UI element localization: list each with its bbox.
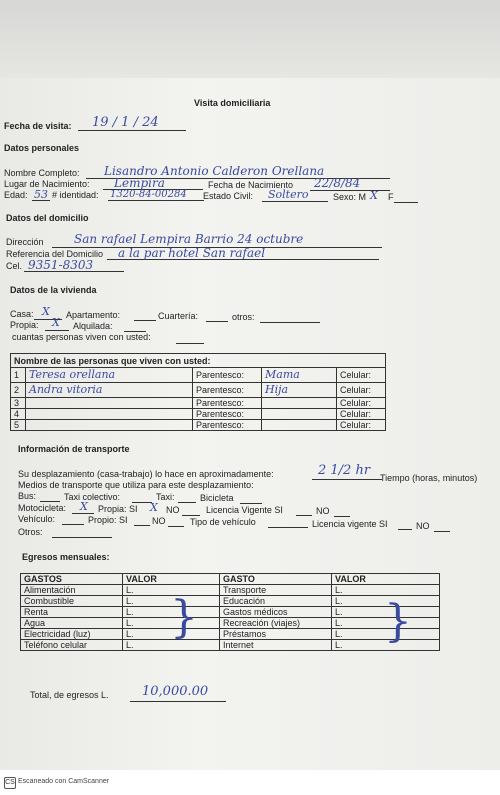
otros-line	[260, 322, 320, 323]
table-row	[21, 618, 440, 629]
document-title: Visita domiciliaria	[194, 98, 271, 108]
resident-name-value: Andra vitoria	[29, 383, 103, 396]
table-row	[21, 585, 440, 596]
phone-value: 9351-8303	[28, 258, 94, 272]
bus-line	[40, 501, 60, 502]
resident-relation	[262, 398, 337, 409]
sex-f-line	[394, 202, 418, 203]
resident-relation	[262, 409, 337, 420]
otros-label: otros:	[232, 312, 255, 322]
resident-relation	[262, 420, 337, 431]
table-row	[21, 596, 440, 607]
resident-relation-value: Mama	[265, 368, 300, 381]
resident-name	[26, 383, 193, 398]
licencia2-no-label: NO	[416, 521, 430, 531]
camscanner-logo-icon: CS	[4, 777, 16, 789]
resident-relation	[262, 383, 337, 398]
veh-no-label: NO	[152, 516, 166, 526]
celular-label: Celular:	[337, 409, 386, 420]
table-row	[11, 383, 386, 398]
expenses-table	[20, 573, 440, 651]
scanner-footer	[0, 770, 500, 795]
licencia-no-label: NO	[316, 506, 330, 516]
resident-name	[26, 398, 193, 409]
total-value: 10,000.00	[142, 684, 209, 699]
tipo-line	[268, 527, 308, 528]
otros-transport-label: Otros:	[18, 527, 43, 537]
birthplace-value: Lempira	[114, 176, 165, 190]
sex-label: Sexo: M	[333, 192, 367, 202]
expense-name: Internet	[220, 640, 332, 651]
handwritten-brace-left: }	[170, 592, 198, 643]
address-label: Dirección	[6, 237, 44, 247]
vehiculo-line	[62, 524, 84, 525]
moto-label: Motocicleta:	[18, 503, 67, 513]
resident-name-value: Teresa orellana	[29, 368, 116, 381]
casa-mark: X	[42, 305, 50, 318]
transport-time-value: 2 1/2 hr	[318, 463, 371, 478]
bicicleta-line	[240, 503, 262, 504]
cuarteria-label: Cuartería:	[158, 311, 199, 321]
expense-value: L.	[332, 596, 440, 607]
address-value: San rafael Lempira Barrio 24 octubre	[74, 232, 304, 246]
propia-line	[45, 330, 69, 331]
sex-mark: X	[370, 189, 378, 202]
col-gastos: GASTOS	[21, 574, 123, 585]
civil-value: Soltero	[268, 188, 309, 201]
licencia2-si-line	[398, 529, 412, 530]
colectivo-label: Taxi colectivo:	[64, 492, 121, 502]
licencia2-no-line	[434, 531, 450, 532]
alquilada-label: Alquilada:	[73, 321, 113, 331]
moto-no-label: NO	[166, 505, 180, 515]
celular-label: Celular:	[337, 420, 386, 431]
resident-name	[26, 420, 193, 431]
row-number: 1	[11, 368, 26, 383]
bicicleta-label: Bicicleta	[200, 493, 234, 503]
reference-label: Referencia del Domicilio	[6, 249, 104, 259]
birthdate-label: Fecha de Nacimiento	[208, 180, 294, 190]
resident-relation-value: Hija	[265, 383, 289, 396]
expense-name: Electricidad (luz)	[21, 629, 123, 640]
moto-propia-label: Propia: SI	[98, 504, 138, 514]
transport-heading: Información de transporte	[18, 444, 130, 454]
birthplace-label: Lugar de Nacimiento:	[4, 179, 90, 189]
tipo-label: Tipo de vehículo	[190, 517, 256, 527]
vehiculo-label: Vehículo:	[18, 514, 56, 524]
expense-value: L.	[332, 585, 440, 596]
expense-name: Renta	[21, 607, 123, 618]
sex-f: F	[388, 192, 394, 202]
id-label: # identidad:	[52, 190, 99, 200]
transport-time-line	[312, 479, 382, 480]
personal-heading: Datos personales	[4, 143, 80, 153]
moto-mark: X	[80, 500, 88, 513]
housing-heading: Datos de la vivienda	[10, 285, 97, 295]
otros-transport-line	[52, 537, 112, 538]
expense-value: L.	[123, 629, 220, 640]
moto-propia-mark: X	[150, 501, 158, 514]
total-line	[130, 701, 226, 702]
veh-propio-line	[134, 525, 150, 526]
table-row	[21, 629, 440, 640]
transport-time-suffix: Tiempo (horas, minutos)	[380, 473, 478, 483]
residents-table	[10, 353, 386, 431]
parentesco-label: Parentesco:	[193, 420, 262, 431]
parentesco-label: Parentesco:	[193, 383, 262, 398]
table-row	[11, 368, 386, 383]
visit-date-value: 19 / 1 / 24	[92, 115, 159, 130]
expense-value: L.	[123, 607, 220, 618]
parentesco-label: Parentesco:	[193, 398, 262, 409]
people-count-line	[176, 343, 204, 344]
expense-name: Gastos médicos	[220, 607, 332, 618]
expense-name: Alimentación	[21, 585, 123, 596]
expense-name: Educación	[220, 596, 332, 607]
expenses-header-row	[21, 574, 440, 585]
expense-name: Teléfono celular	[21, 640, 123, 651]
civil-label: Estado Civil:	[203, 191, 254, 201]
expenses-heading: Egresos mensuales:	[22, 552, 110, 562]
apt-line	[134, 320, 156, 321]
resident-name	[26, 409, 193, 420]
parentesco-label: Parentesco:	[193, 409, 262, 420]
licencia-label: Licencia Vigente SI	[206, 505, 283, 515]
people-count-label: cuantas personas viven con usted:	[12, 332, 151, 342]
cuarteria-line	[206, 321, 228, 322]
expense-value: L.	[123, 640, 220, 651]
taxi-line	[178, 502, 196, 503]
name-value: Lisandro Antonio Calderon Orellana	[104, 164, 325, 178]
table-row	[11, 409, 386, 420]
visit-date-label: Fecha de visita:	[4, 121, 72, 131]
phone-label: Cel.	[6, 261, 23, 271]
taxi-label: Taxi:	[156, 492, 175, 502]
licencia-no-line	[334, 516, 350, 517]
age-value: 53	[34, 188, 48, 201]
visit-date-line	[78, 130, 186, 131]
residents-header-row	[11, 354, 386, 368]
expense-value: L.	[332, 618, 440, 629]
reference-value: a la par hotel San rafael	[118, 246, 266, 260]
table-row	[21, 607, 440, 618]
propia-label: Propia:	[10, 320, 39, 330]
col-valor: VALOR	[123, 574, 220, 585]
expense-name: Combustible	[21, 596, 123, 607]
parentesco-label: Parentesco:	[193, 368, 262, 383]
table-row	[11, 420, 386, 431]
celular-label: Celular:	[337, 398, 386, 409]
licencia-si-line	[296, 515, 312, 516]
casa-label: Casa:	[10, 309, 34, 319]
transport-line2: Medios de transporte que utiliza para este desplazamiento:	[18, 480, 254, 490]
expense-value: L.	[123, 596, 220, 607]
veh-propio-label: Propio: SI	[88, 515, 128, 525]
transport-line1: Su desplazamiento (casa-trabajo) lo hace en aproximadamente:	[18, 469, 274, 479]
table-row	[11, 398, 386, 409]
licencia2-label: Licencia vigente SI	[312, 519, 388, 529]
domicile-heading: Datos del domicilio	[6, 213, 89, 223]
moto-no-line	[182, 515, 200, 516]
name-label: Nombre Completo:	[4, 168, 80, 178]
total-label: Total, de egresos L.	[30, 690, 109, 700]
expense-value: L.	[332, 629, 440, 640]
bus-label: Bus:	[18, 491, 37, 501]
expense-name: Agua	[21, 618, 123, 629]
resident-name	[26, 368, 193, 383]
celular-label: Celular:	[337, 368, 386, 383]
expense-value: L.	[332, 640, 440, 651]
expense-name: Transporte	[220, 585, 332, 596]
expense-name: Préstamos	[220, 629, 332, 640]
expense-value: L.	[123, 585, 220, 596]
residents-heading: Nombre de las personas que viven con usted:	[11, 354, 386, 368]
expense-value: L.	[123, 618, 220, 629]
camscanner-text: Escaneado con CamScanner	[18, 778, 110, 785]
row-number: 2	[11, 383, 26, 398]
row-number: 4	[11, 409, 26, 420]
col-valor2: VALOR	[332, 574, 440, 585]
table-row	[21, 640, 440, 651]
handwritten-brace-right: }	[384, 596, 412, 647]
colectivo-line	[132, 502, 152, 503]
col-gasto: GASTO	[220, 574, 332, 585]
propia-mark: X	[52, 316, 60, 329]
row-number: 3	[11, 398, 26, 409]
birthdate-value: 22/8/84	[314, 176, 361, 190]
veh-no-line	[168, 526, 184, 527]
age-label: Edad:	[4, 190, 28, 200]
celular-label: Celular:	[337, 383, 386, 398]
apt-label: Apartamento:	[66, 310, 121, 320]
birthdate-line	[310, 190, 390, 191]
row-number: 5	[11, 420, 26, 431]
expense-value: L.	[332, 607, 440, 618]
expense-name: Recreación (viajes)	[220, 618, 332, 629]
scan-shadow	[0, 0, 500, 78]
resident-relation	[262, 368, 337, 383]
id-value: 1320-84-00284	[110, 189, 187, 200]
